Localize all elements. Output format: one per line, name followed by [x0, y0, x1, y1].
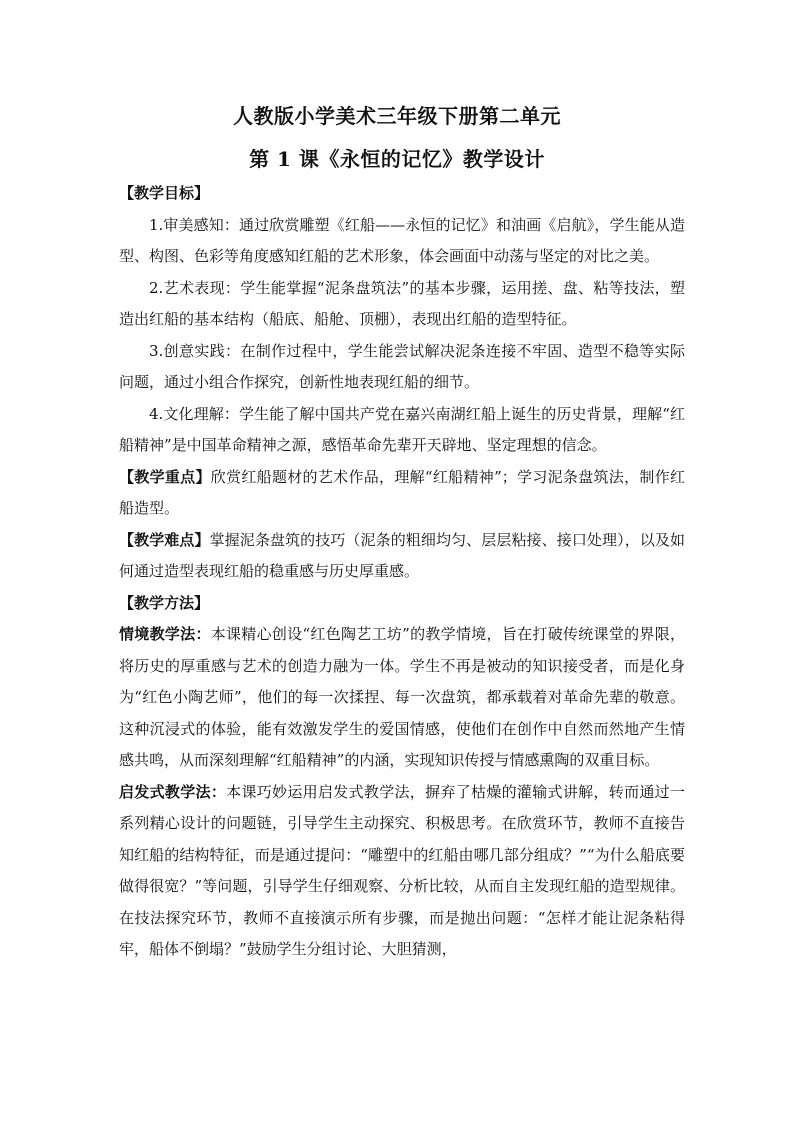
key-points-label: 【教学重点】	[119, 467, 211, 486]
difficulty-paragraph	[119, 525, 685, 588]
key-points-paragraph	[119, 462, 685, 525]
method-label-situational: 情境教学法：	[119, 625, 211, 643]
section-heading-methods: 【教学方法】	[119, 593, 210, 612]
method-paragraph-situational	[119, 619, 685, 777]
method-text-situational: 本课精心创设“红色陶艺工坊”的教学情境，旨在打破传统课堂的界限，将历史的厚重感与艺术的创造力融为一体。学生不再是被动的知识接受者，而是化身为“红色小陶艺师”，他们的每一次揉捏、每一次盘筑，都承载着对革命先辈的敬意。这种沉浸式的体验，能有效激发学生的爱国情感，使他们在创作中自然而然地产生情感共鸣，从而深刻理解“红船精神”的内涵，实现知识传授与情感熏陶的双重目标。	[119, 625, 685, 769]
method-label-heuristic: 启发式教学法：	[119, 782, 227, 801]
goal-paragraph-1: 1.审美感知：通过欣赏雕塑《红船——永恒的记忆》和油画《启航》，学生能从造型、构图、色彩等角度感知红船的艺术形象，体会画面中动荡与坚定的对比之美。	[119, 215, 685, 265]
goal-paragraph-2: 2.艺术表现：学生能掌握“泥条盘筑法”的基本步骤，运用搓、盘、粘等技法，塑造出红船的基本结构（船底、船舱、顶棚），表现出红船的造型特征。	[119, 278, 685, 328]
goal-paragraph-4: 4.文化理解：学生能了解中国共产党在嘉兴南湖红船上诞生的历史背景，理解“红船精神”是中国革命精神之源，感悟革命先辈开天辟地、坚定理想的信念。	[119, 404, 685, 454]
section-heading-goals: 【教学目标】	[119, 184, 210, 202]
method-paragraph-heuristic	[119, 777, 685, 966]
method-text-heuristic: 本课巧妙运用启发式教学法，摒弃了枯燥的灌输式讲解，转而通过一系列精心设计的问题链，引导学生主动探究、积极思考。在欣赏环节，教师不直接告知红船的结构特征，而是通过提问：“雕塑中的红船由哪几部分组成？”“为什么船底要做得很宽？”等问题，引导学生仔细观察、分析比较，从而自主发现红船的造型规律。在技法探究环节，教师不直接演示所有步骤，而是抛出问题：“怎样才能让泥条粘得牢，船体不倒塌？”鼓励学生分组讨论、大胆猜测，	[119, 782, 685, 958]
document-body	[119, 178, 685, 966]
difficulty-text: 掌握泥条盘筑的技巧（泥条的粗细均匀、层层粘接、接口处理），以及如何通过造型表现红船的稳重感与历史厚重感。	[119, 530, 685, 580]
doc-title-line1: 人教版小学美术三年级下册第二单元	[233, 104, 561, 128]
goal-paragraph-3: 3.创意实践：在制作过程中，学生能尝试解决泥条连接不牢固、造型不稳等实际问题，通过小组合作探究，创新性地表现红船的细节。	[119, 341, 685, 391]
difficulty-label: 【教学难点】	[119, 530, 210, 549]
key-points-text: 欣赏红船题材的艺术作品，理解“红船精神”；学习泥条盘筑法，制作红船造型。	[119, 467, 685, 517]
doc-title-line2: 第 1 课《永恒的记忆》教学设计	[249, 147, 545, 171]
